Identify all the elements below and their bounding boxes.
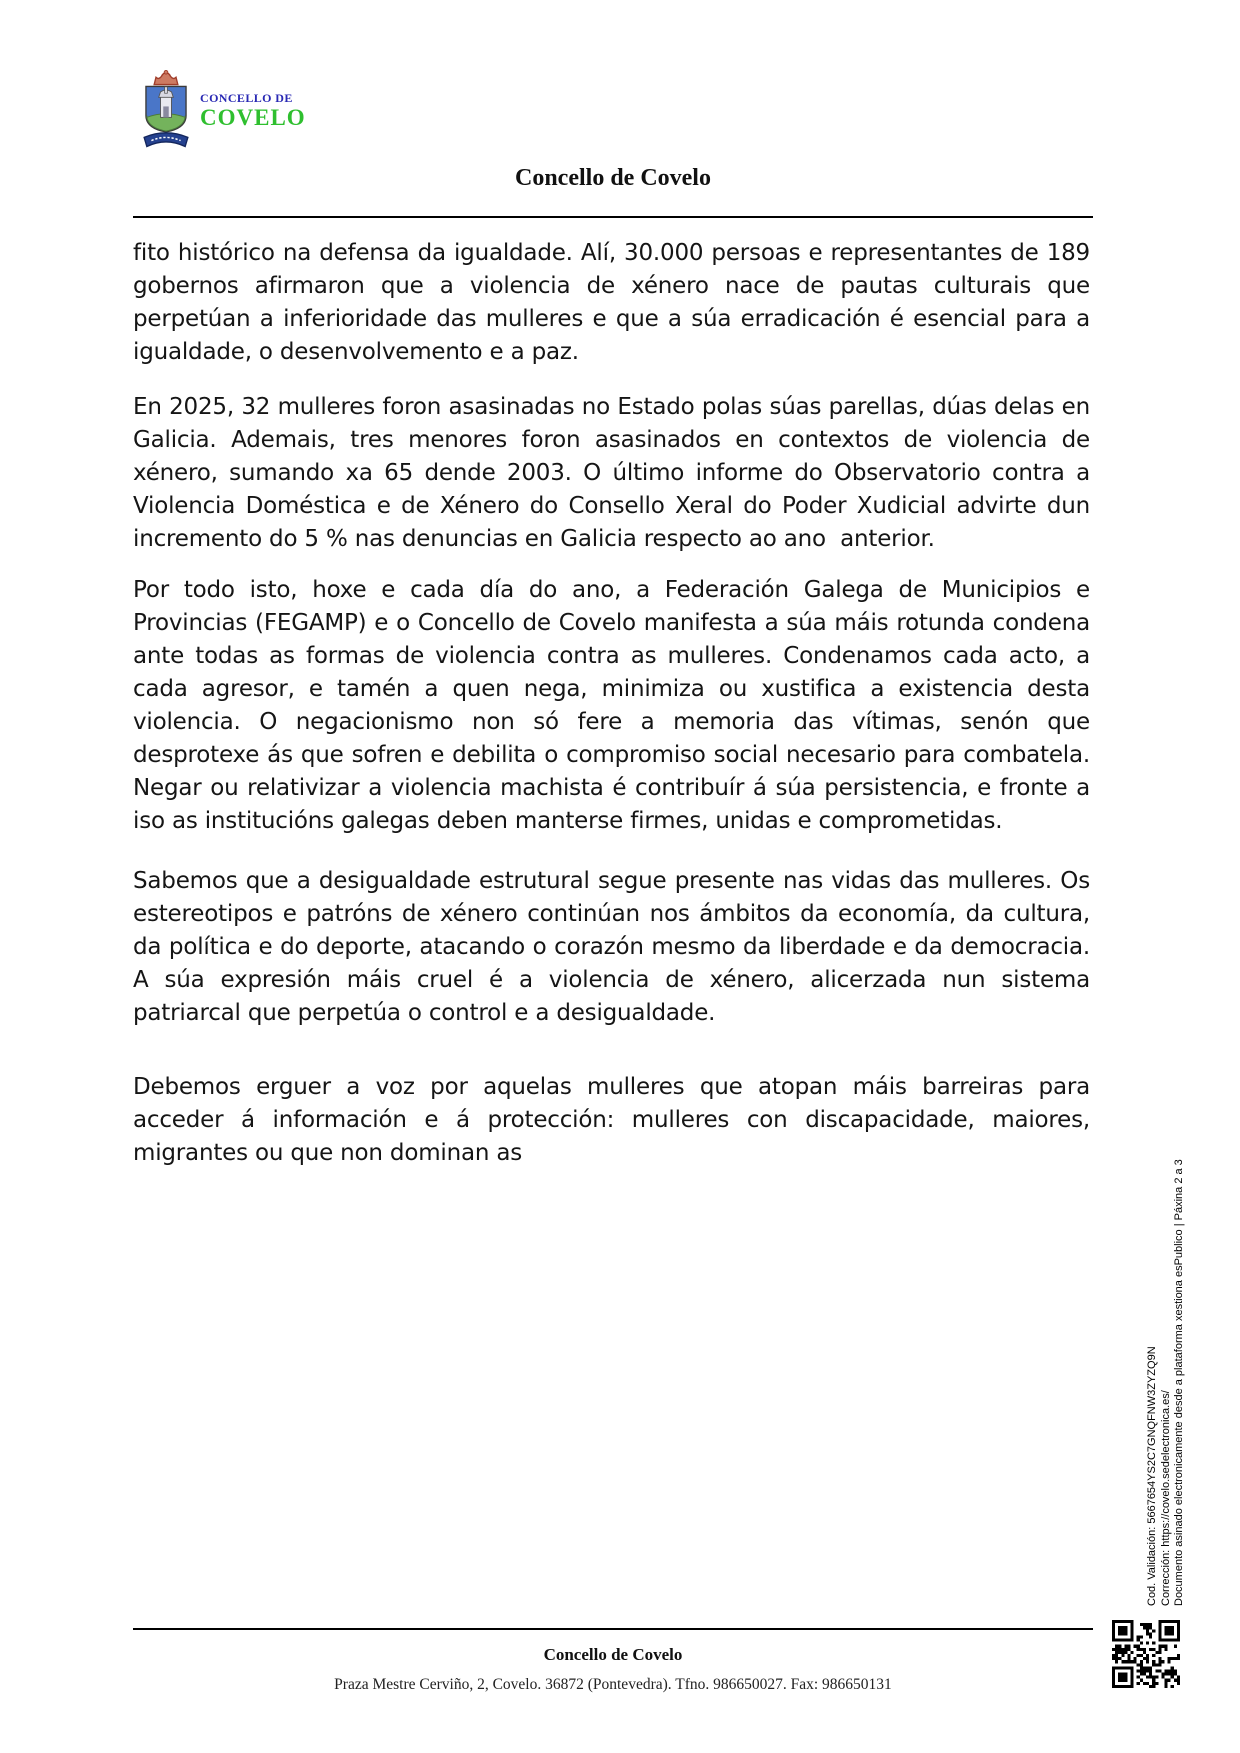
body-paragraph: fito histórico na defensa da igualdade. Alí, 30.000 persoas e representantes de 189 gobernos afirmaron que a violencia de xénero nace de pautas culturais que perpetúan a inferioridade das mulleres e que a súa erradicación é esencial para a igualdade, o desenvolvemento e a paz. <box>133 240 1090 365</box>
footer-address: Praza Mestre Cerviño, 2, Covelo. 36872 (Pontevedra). Tfno. 986650027. Fax: 986650131 <box>334 1676 892 1693</box>
logo-text-small: CONCELLO DE <box>200 91 293 105</box>
document-body <box>133 237 1090 1170</box>
coat-of-arms-icon <box>138 70 194 152</box>
logo-wordmark <box>200 92 306 129</box>
footer-divider <box>133 1628 1093 1630</box>
validation-code: Cod. Validación: 5667654YS2C7GNQFNW3ZYZQ9N <box>1146 1346 1158 1606</box>
logo-text-big: COVELO <box>200 105 306 130</box>
header-divider <box>133 216 1093 218</box>
body-paragraph: Sabemos que a desigualdade estrutural segue presente nas vidas das mulleres. Os estereotipos e patróns de xénero continúan nos ámbitos da economía, da cultura, da política e do deporte, atacando o corazón mesmo da liberdade e da democracia. A súa expresión máis cruel é a violencia de xénero, alicerzada nun sistema patriarcal que perpetúa o control e a desigualdade. <box>133 868 1090 1026</box>
body-paragraph: Por todo isto, hoxe e cada día do ano, a Federación Galega de Municipios e Provincias (FEGAMP) e o Concello de Covelo manifesta a súa máis rotunda condena ante todas as formas de violencia contra as mulleres. Condenamos cada acto, a cada agresor, e tamén a quen nega, minimiza ou xustifica a existencia desta violencia. O negacionismo non só fere a memoria das vítimas, senón que desprotexe ás que sofren e debilita o compromiso social necesario para combatela. Negar ou relativizar a violencia machista é contribuír á súa persistencia, e fronte a iso as institucións galegas deben manterse firmes, unidas e comprometidas. <box>133 577 1090 834</box>
municipal-logo <box>138 70 306 152</box>
body-paragraph: Debemos erguer a voz por aquelas mulleres que atopan máis barreiras para acceder á información e á protección: mulleres con discapacidade, maiores, migrantes ou que non dominan as <box>133 1074 1090 1166</box>
signature-note: Documento asinado electronicamente desde a plataforma xestiona esPublico | Páxina 2 a 3 <box>1173 1159 1185 1606</box>
qr-code <box>1112 1620 1180 1688</box>
verification-url: Corrección: https://covelo.sedelectronica.es/ <box>1159 1390 1172 1606</box>
footer-title: Concello de Covelo <box>543 1645 683 1664</box>
body-paragraph: En 2025, 32 mulleres foron asasinadas no Estado polas súas parellas, dúas delas en Galicia. Ademais, tres menores foron asasinados en contextos de violencia de xénero, sumando xa 65 dende 2003. O último informe do Observatorio contra a Violencia Doméstica e de Xénero do Consello Xeral do Poder Xudicial advirte dun incremento do 5 % nas denuncias en Galicia respecto ao ano anterior. <box>133 394 1090 552</box>
validation-sidebar <box>1146 996 1187 1606</box>
page-title: Concello de Covelo <box>515 165 711 191</box>
